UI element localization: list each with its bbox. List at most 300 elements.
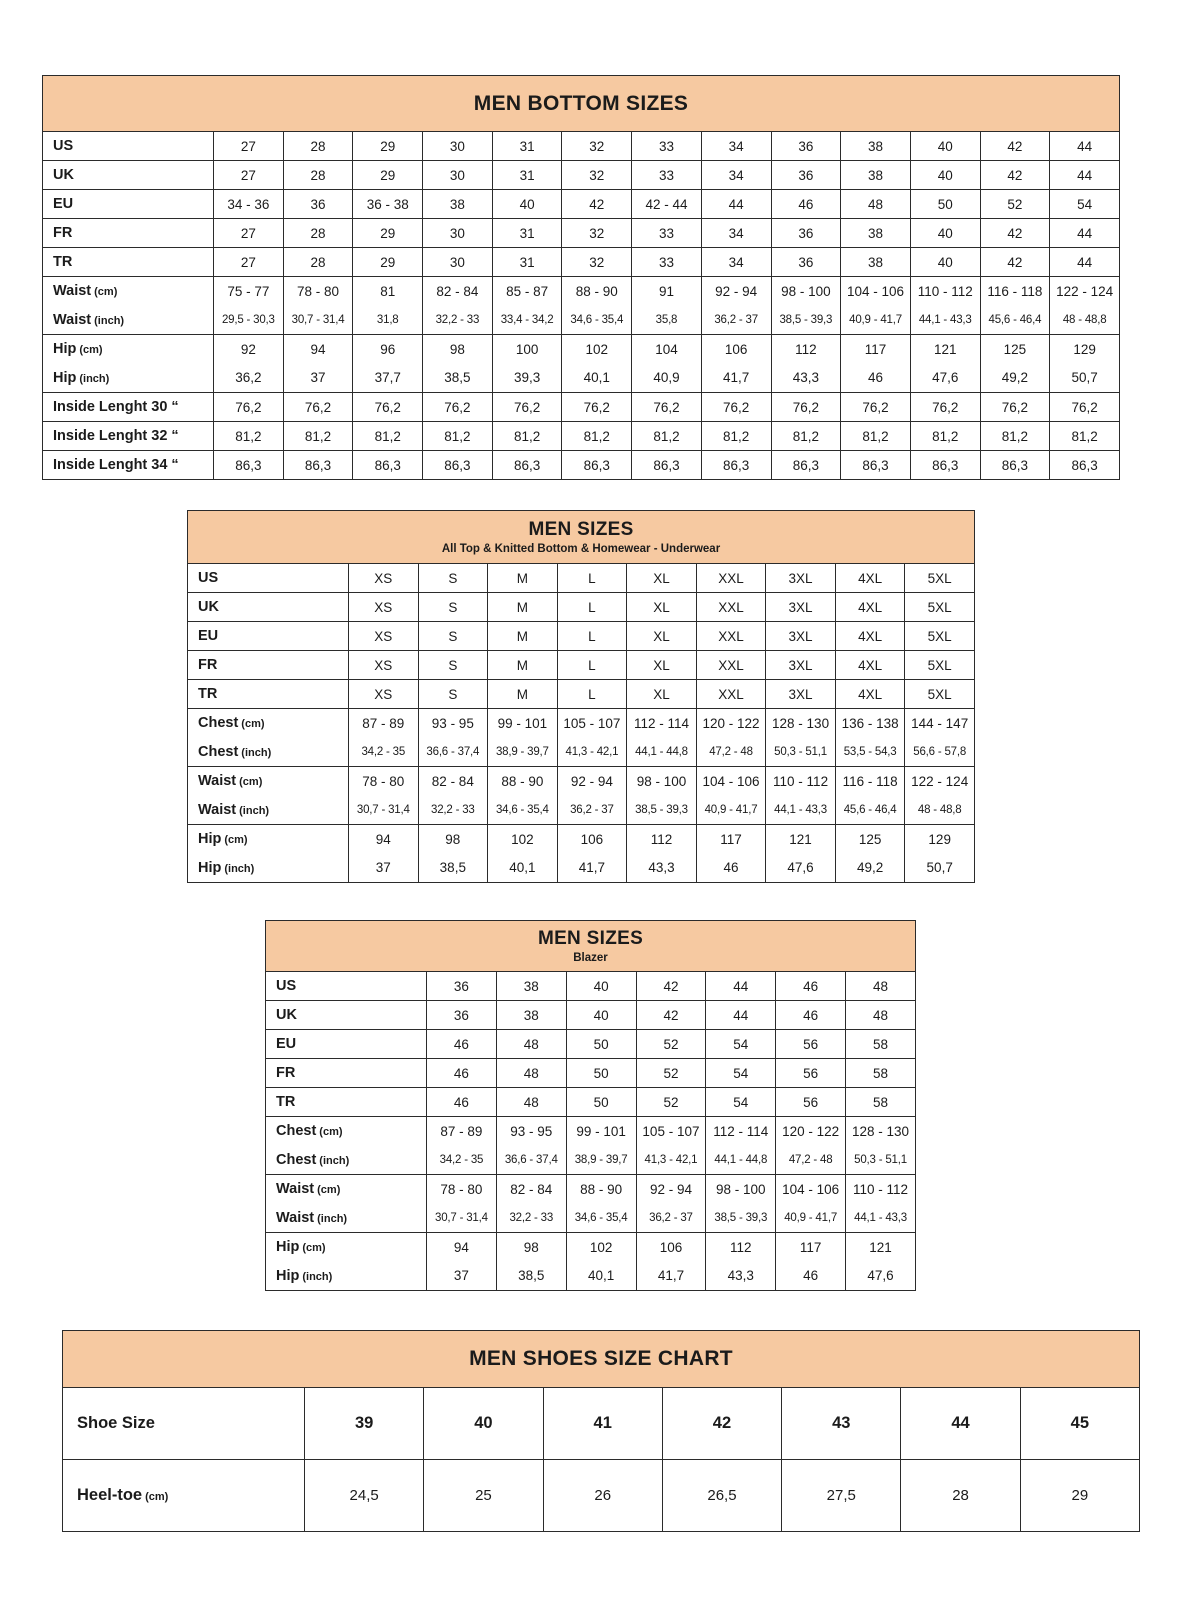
table-row — [43, 422, 1120, 451]
size-cell: XS — [349, 593, 419, 622]
table-row — [266, 1088, 916, 1117]
size-cell: 41,7 — [636, 1262, 706, 1291]
size-cell: 112 - 114 — [706, 1117, 776, 1146]
size-cell: 41,7 — [701, 364, 771, 393]
size-cell: 38,9 - 39,7 — [566, 1146, 636, 1175]
row-label — [188, 564, 349, 593]
size-cell: 44,1 - 43,3 — [846, 1204, 916, 1233]
row-label — [266, 1262, 427, 1291]
size-cell: 86,3 — [771, 451, 841, 480]
size-cell: XXL — [696, 680, 766, 709]
row-label-text: Shoe Size — [77, 1414, 155, 1432]
size-cell: 42 — [562, 190, 632, 219]
size-cell: 41,3 - 42,1 — [636, 1146, 706, 1175]
size-cell: 58 — [846, 1059, 916, 1088]
size-cell: 44 — [706, 1001, 776, 1030]
size-cell: 96 — [353, 335, 423, 364]
size-cell: 46 — [841, 364, 911, 393]
size-cell: 112 - 114 — [627, 709, 697, 738]
row-label-text: Hip — [198, 831, 222, 848]
size-cell: 34,6 - 35,4 — [488, 796, 558, 825]
size-cell: 27 — [214, 248, 284, 277]
size-cell: 125 — [835, 825, 905, 854]
size-cell: 34,2 - 35 — [349, 738, 419, 767]
size-cell: 46 — [696, 854, 766, 883]
row-label-text: Hip — [53, 369, 77, 386]
size-cell: 38,5 — [496, 1262, 566, 1291]
size-cell: XS — [349, 564, 419, 593]
row-label — [266, 1059, 427, 1088]
size-cell: 36 — [771, 161, 841, 190]
row-label-text: US — [53, 138, 74, 154]
size-cell: 3XL — [766, 622, 836, 651]
size-cell: 33 — [632, 132, 702, 161]
size-cell: 40,9 - 41,7 — [776, 1204, 846, 1233]
size-cell: 102 — [566, 1233, 636, 1262]
size-cell: 43,3 — [706, 1262, 776, 1291]
size-cell: 88 - 90 — [566, 1175, 636, 1204]
row-label — [188, 767, 349, 796]
size-cell: 48 — [496, 1059, 566, 1088]
table-row — [266, 1204, 916, 1233]
row-label — [266, 1233, 427, 1262]
row-label-unit: (cm) — [319, 1126, 343, 1139]
size-cell: 88 - 90 — [562, 277, 632, 306]
row-label-text: Hip — [276, 1239, 300, 1256]
size-cell: 29 — [353, 161, 423, 190]
size-cell: L — [557, 622, 627, 651]
size-cell: 116 - 118 — [835, 767, 905, 796]
size-cell: 4XL — [835, 622, 905, 651]
size-cell: 44,1 - 44,8 — [627, 738, 697, 767]
men-shoes-size-table — [62, 1330, 1140, 1532]
size-cell: 40,1 — [562, 364, 632, 393]
table-row — [266, 1030, 916, 1059]
table-row — [266, 1001, 916, 1030]
size-cell: XXL — [696, 651, 766, 680]
size-cell: XL — [627, 651, 697, 680]
size-cell: 40 — [910, 219, 980, 248]
size-cell: 52 — [636, 1030, 706, 1059]
row-label — [266, 1001, 427, 1030]
row-label-text: Chest — [276, 1151, 317, 1168]
table-row — [266, 1175, 916, 1204]
size-cell: 100 — [492, 335, 562, 364]
size-cell: 48 — [496, 1088, 566, 1117]
size-cell: 50 — [566, 1088, 636, 1117]
size-cell: 40,1 — [566, 1262, 636, 1291]
size-cell: 50,7 — [905, 854, 975, 883]
size-cell: 33 — [632, 219, 702, 248]
size-cell: 76,2 — [492, 393, 562, 422]
size-cell: XS — [349, 680, 419, 709]
row-label — [63, 1388, 305, 1460]
size-cell: 104 - 106 — [696, 767, 766, 796]
table-row — [43, 306, 1120, 335]
size-cell: 43,3 — [771, 364, 841, 393]
row-label-text: FR — [53, 225, 73, 241]
size-cell: 56 — [776, 1059, 846, 1088]
table-subtitle: Blazer — [573, 952, 608, 964]
size-cell: 41,3 - 42,1 — [557, 738, 627, 767]
size-cell: 31 — [492, 132, 562, 161]
size-cell: 31 — [492, 161, 562, 190]
size-cell: 136 - 138 — [835, 709, 905, 738]
size-cell: 82 - 84 — [496, 1175, 566, 1204]
size-cell: M — [488, 593, 558, 622]
size-cell: 27 — [214, 161, 284, 190]
row-label — [43, 219, 214, 248]
size-cell: 106 — [557, 825, 627, 854]
row-label — [266, 972, 427, 1001]
size-cell: 81,2 — [214, 422, 284, 451]
size-cell: L — [557, 593, 627, 622]
row-label-text: UK — [53, 167, 74, 183]
size-cell: 49,2 — [835, 854, 905, 883]
size-cell: 42 — [980, 161, 1050, 190]
row-label — [188, 738, 349, 767]
size-table — [62, 1387, 1140, 1532]
size-cell: 91 — [632, 277, 702, 306]
size-cell: 116 - 118 — [980, 277, 1050, 306]
table-title: MEN BOTTOM SIZES — [473, 91, 689, 115]
row-label-text: Chest — [198, 743, 239, 760]
size-cell: 104 - 106 — [841, 277, 911, 306]
row-label — [63, 1460, 305, 1532]
size-cell: 50 — [566, 1059, 636, 1088]
size-cell: 75 - 77 — [214, 277, 284, 306]
table-row — [43, 277, 1120, 306]
row-label-unit: (inch) — [302, 1270, 333, 1283]
size-cell: 86,3 — [214, 451, 284, 480]
size-cell: 32 — [562, 248, 632, 277]
size-cell: 81,2 — [353, 422, 423, 451]
size-cell: 99 - 101 — [488, 709, 558, 738]
size-cell: 78 - 80 — [427, 1175, 497, 1204]
size-cell: 86,3 — [1050, 451, 1120, 480]
row-label — [266, 1175, 427, 1204]
size-cell: 76,2 — [980, 393, 1050, 422]
row-label — [266, 1117, 427, 1146]
row-label — [266, 1030, 427, 1059]
size-cell: 3XL — [766, 593, 836, 622]
size-cell: 33,4 - 34,2 — [492, 306, 562, 335]
size-cell: 106 — [636, 1233, 706, 1262]
size-cell: 48 — [496, 1030, 566, 1059]
size-cell: S — [418, 651, 488, 680]
table-row — [188, 796, 975, 825]
size-cell: 36,6 - 37,4 — [496, 1146, 566, 1175]
size-cell: 94 — [427, 1233, 497, 1262]
row-label — [43, 132, 214, 161]
size-cell: 27,5 — [782, 1460, 901, 1532]
size-cell: S — [418, 680, 488, 709]
size-cell: 40 — [566, 1001, 636, 1030]
size-cell: 5XL — [905, 680, 975, 709]
row-label-text: Waist — [53, 283, 92, 300]
size-cell: 48 - 48,8 — [905, 796, 975, 825]
size-cell: 29 — [353, 132, 423, 161]
size-cell: 93 - 95 — [418, 709, 488, 738]
men-blazer-sizes-table — [265, 920, 916, 1291]
size-cell: 125 — [980, 335, 1050, 364]
size-cell: 45,6 - 46,4 — [835, 796, 905, 825]
size-cell: 29 — [353, 219, 423, 248]
size-cell: 78 - 80 — [283, 277, 353, 306]
size-cell: 144 - 147 — [905, 709, 975, 738]
size-table — [265, 971, 916, 1291]
size-cell: 43 — [782, 1388, 901, 1460]
size-cell: 47,6 — [766, 854, 836, 883]
row-label-text: FR — [198, 657, 218, 673]
men-bottom-sizes-table — [42, 75, 1120, 480]
size-cell: 86,3 — [283, 451, 353, 480]
size-cell: 86,3 — [353, 451, 423, 480]
size-cell: 47,6 — [910, 364, 980, 393]
size-cell: XS — [349, 622, 419, 651]
size-cell: 76,2 — [701, 393, 771, 422]
size-cell: 50,3 - 51,1 — [846, 1146, 916, 1175]
size-cell: 45,6 - 46,4 — [980, 306, 1050, 335]
table-title: MEN SIZES — [528, 519, 634, 540]
size-cell: 36,2 - 37 — [636, 1204, 706, 1233]
row-label — [266, 1146, 427, 1175]
size-cell: 36,2 - 37 — [701, 306, 771, 335]
row-label-text: Heel-toe — [77, 1486, 143, 1504]
table-title: MEN SHOES SIZE CHART — [469, 1347, 733, 1370]
size-cell: S — [418, 593, 488, 622]
size-cell: 46 — [776, 1001, 846, 1030]
size-cell: 52 — [636, 1088, 706, 1117]
table-row — [266, 1146, 916, 1175]
size-cell: XXL — [696, 622, 766, 651]
size-cell: 43,3 — [627, 854, 697, 883]
size-cell: 40,9 — [632, 364, 702, 393]
size-cell: 34 — [701, 219, 771, 248]
table-row — [188, 680, 975, 709]
size-cell: 5XL — [905, 622, 975, 651]
row-label-text: US — [198, 570, 219, 586]
size-cell: 36 — [283, 190, 353, 219]
size-cell: 53,5 - 54,3 — [835, 738, 905, 767]
size-cell: 4XL — [835, 651, 905, 680]
size-cell: 3XL — [766, 680, 836, 709]
size-cell: 3XL — [766, 651, 836, 680]
size-cell: 46 — [427, 1030, 497, 1059]
size-cell: 54 — [706, 1059, 776, 1088]
row-label — [188, 854, 349, 883]
row-label-unit: (inch) — [239, 804, 270, 817]
size-cell: 47,6 — [846, 1262, 916, 1291]
size-cell: 40 — [566, 972, 636, 1001]
table-title: MEN SIZES — [537, 928, 644, 949]
size-cell: 50 — [910, 190, 980, 219]
size-cell: 48 — [841, 190, 911, 219]
size-cell: 30,7 - 31,4 — [427, 1204, 497, 1233]
row-label-text: UK — [198, 599, 219, 615]
size-cell: 128 - 130 — [846, 1117, 916, 1146]
size-cell: 37 — [427, 1262, 497, 1291]
size-cell: 27 — [214, 132, 284, 161]
row-label-unit: (inch) — [94, 314, 125, 327]
size-cell: 29 — [1020, 1460, 1139, 1532]
table-row — [43, 161, 1120, 190]
size-cell: 38 — [423, 190, 493, 219]
size-cell: 40 — [492, 190, 562, 219]
row-label-text: Waist — [53, 311, 92, 328]
size-cell: 31,8 — [353, 306, 423, 335]
size-cell: 52 — [636, 1059, 706, 1088]
size-cell: 42 — [636, 1001, 706, 1030]
size-cell: 3XL — [766, 564, 836, 593]
size-cell: 76,2 — [841, 393, 911, 422]
size-cell: L — [557, 680, 627, 709]
row-label-unit: (cm) — [145, 1491, 169, 1503]
row-label — [43, 364, 214, 393]
size-cell: 36,6 - 37,4 — [418, 738, 488, 767]
size-cell: 129 — [1050, 335, 1120, 364]
size-cell: 86,3 — [562, 451, 632, 480]
row-label-text: Waist — [198, 801, 237, 818]
size-cell: XL — [627, 593, 697, 622]
size-cell: 40 — [910, 161, 980, 190]
size-cell: 40,9 - 41,7 — [696, 796, 766, 825]
size-cell: XS — [349, 651, 419, 680]
size-cell: 32,2 - 33 — [423, 306, 493, 335]
size-cell: 81,2 — [423, 422, 493, 451]
table-row — [43, 219, 1120, 248]
size-cell: 37 — [349, 854, 419, 883]
size-cell: 44 — [1050, 161, 1120, 190]
size-cell: 38 — [841, 132, 911, 161]
size-cell: 87 - 89 — [349, 709, 419, 738]
size-cell: 42 — [662, 1388, 781, 1460]
size-cell: 76,2 — [632, 393, 702, 422]
size-cell: 129 — [905, 825, 975, 854]
row-label-text: Inside Lenght 30 “ — [53, 399, 179, 415]
size-cell: 102 — [562, 335, 632, 364]
size-cell: 46 — [771, 190, 841, 219]
size-cell: 121 — [910, 335, 980, 364]
size-cell: 35,8 — [632, 306, 702, 335]
size-cell: 38 — [841, 248, 911, 277]
row-label-unit: (cm) — [79, 344, 103, 357]
row-label-text: Inside Lenght 32 “ — [53, 428, 179, 444]
size-cell: 4XL — [835, 593, 905, 622]
size-cell: 4XL — [835, 680, 905, 709]
size-cell: 81 — [353, 277, 423, 306]
size-cell: 78 - 80 — [349, 767, 419, 796]
row-label-text: Waist — [198, 773, 237, 790]
size-cell: 112 — [627, 825, 697, 854]
size-cell: 44 — [706, 972, 776, 1001]
size-cell: 37,7 — [353, 364, 423, 393]
table-row — [266, 1262, 916, 1291]
size-cell: 28 — [283, 161, 353, 190]
size-cell: 42 — [980, 132, 1050, 161]
size-cell: 87 - 89 — [427, 1117, 497, 1146]
table-subtitle: All Top & Knitted Bottom & Homewear - Underwear — [441, 543, 721, 555]
size-cell: 30,7 - 31,4 — [349, 796, 419, 825]
size-cell: M — [488, 651, 558, 680]
table-row — [43, 451, 1120, 480]
table-row — [188, 564, 975, 593]
row-label-text: UK — [276, 1007, 297, 1023]
table-row — [188, 738, 975, 767]
table-title-bar — [265, 920, 916, 971]
size-cell: 46 — [427, 1059, 497, 1088]
table-row — [188, 622, 975, 651]
table-row — [266, 1059, 916, 1088]
size-cell: 117 — [696, 825, 766, 854]
row-label — [188, 651, 349, 680]
row-label — [43, 190, 214, 219]
size-cell: 46 — [427, 1088, 497, 1117]
row-label — [188, 709, 349, 738]
size-cell: S — [418, 622, 488, 651]
row-label-unit: (cm) — [302, 1242, 326, 1255]
row-label — [43, 422, 214, 451]
size-cell: 48 - 48,8 — [1050, 306, 1120, 335]
size-cell: 86,3 — [910, 451, 980, 480]
size-cell: 92 - 94 — [636, 1175, 706, 1204]
size-cell: 50,7 — [1050, 364, 1120, 393]
size-cell: 86,3 — [841, 451, 911, 480]
row-label-text: FR — [276, 1065, 296, 1081]
size-cell: 102 — [488, 825, 558, 854]
size-cell: 44 — [701, 190, 771, 219]
size-cell: 48 — [846, 972, 916, 1001]
size-cell: 54 — [706, 1030, 776, 1059]
size-cell: 42 — [636, 972, 706, 1001]
size-cell: 47,2 - 48 — [696, 738, 766, 767]
size-cell: 98 - 100 — [771, 277, 841, 306]
size-cell: 105 - 107 — [557, 709, 627, 738]
size-cell: 26,5 — [662, 1460, 781, 1532]
row-label-text: TR — [276, 1094, 296, 1110]
size-cell: 24,5 — [305, 1460, 424, 1532]
row-label — [188, 622, 349, 651]
size-cell: 42 — [980, 219, 1050, 248]
row-label — [266, 1088, 427, 1117]
size-cell: 120 - 122 — [776, 1117, 846, 1146]
size-cell: 104 - 106 — [776, 1175, 846, 1204]
size-cell: 33 — [632, 161, 702, 190]
size-cell: 38 — [496, 1001, 566, 1030]
table-row — [266, 1233, 916, 1262]
size-cell: 44,1 - 43,3 — [910, 306, 980, 335]
size-cell: 52 — [980, 190, 1050, 219]
size-cell: 50,3 - 51,1 — [766, 738, 836, 767]
size-cell: 110 - 112 — [766, 767, 836, 796]
size-cell: 28 — [283, 219, 353, 248]
size-cell: 36 - 38 — [353, 190, 423, 219]
row-label-text: Chest — [276, 1123, 317, 1140]
row-label-unit: (cm) — [94, 286, 118, 299]
size-cell: 40 — [424, 1388, 543, 1460]
row-label-text: US — [276, 978, 297, 994]
table-row — [43, 132, 1120, 161]
size-cell: 81,2 — [771, 422, 841, 451]
row-label — [43, 161, 214, 190]
row-label — [188, 680, 349, 709]
size-cell: 27 — [214, 219, 284, 248]
table-row — [266, 972, 916, 1001]
row-label-unit: (inch) — [241, 746, 272, 759]
size-cell: 33 — [632, 248, 702, 277]
row-label — [188, 593, 349, 622]
size-cell: 44 — [1050, 219, 1120, 248]
